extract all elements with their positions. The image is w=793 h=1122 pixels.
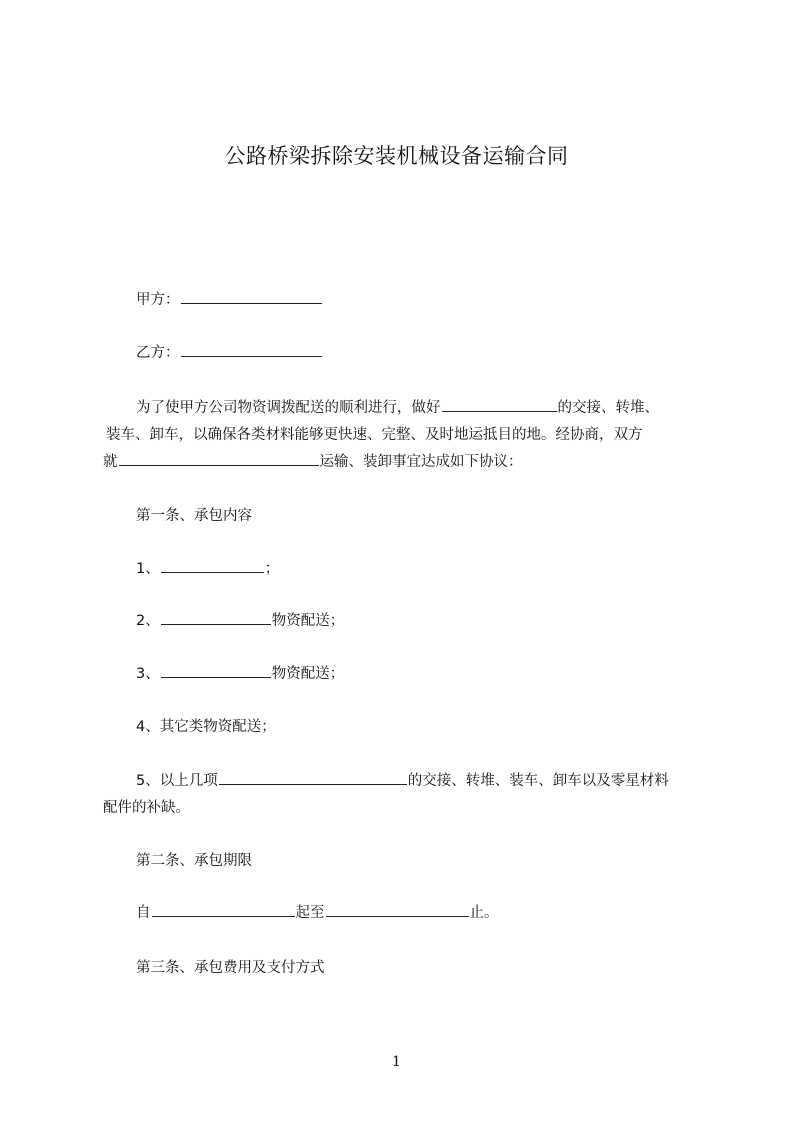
intro-text-4: 就 bbox=[103, 454, 118, 470]
article-1-item-4: 4、其它类物资配送； bbox=[136, 719, 276, 735]
intro-blank-2[interactable] bbox=[119, 449, 319, 466]
article-1-item-3 bbox=[103, 661, 741, 687]
party-a-label: 甲方： bbox=[136, 292, 180, 308]
item-5-blank[interactable] bbox=[219, 768, 407, 785]
item-5-end: 的交接、转堆、装车、卸车以及零星材料 bbox=[407, 773, 669, 789]
item-2-blank[interactable] bbox=[161, 608, 271, 625]
article-1-item-5 bbox=[103, 768, 741, 794]
intro-text-1: 为了使甲方公司物资调拨配送的顺利进行，做好 bbox=[136, 400, 441, 416]
party-b-line bbox=[103, 340, 741, 366]
intro-line-2 bbox=[106, 422, 711, 448]
article-1-heading: 第一条、承包内容 bbox=[136, 508, 252, 524]
party-b-blank[interactable] bbox=[181, 340, 322, 357]
period-to: 起至 bbox=[295, 905, 325, 921]
item-3-end: 物资配送； bbox=[271, 666, 345, 682]
article-2-heading: 第二条、承包期限 bbox=[136, 853, 252, 869]
page-number: 1 bbox=[392, 1054, 401, 1070]
end-date-blank[interactable] bbox=[326, 900, 469, 917]
article-1-item-2 bbox=[103, 608, 741, 634]
item-3-number: 3、 bbox=[136, 666, 160, 682]
item-1-blank[interactable] bbox=[161, 556, 264, 573]
intro-line-3 bbox=[103, 449, 708, 475]
article-1-item-5-cont: 配件的补缺。 bbox=[103, 800, 190, 816]
period-from: 自 bbox=[136, 905, 151, 921]
document-title: 公路桥梁拆除安装机械设备运输合同 bbox=[224, 144, 569, 168]
intro-line-1 bbox=[103, 395, 741, 421]
intro-text-3: 装车、卸车，以确保各类材料能够更快速、完整、及时地运抵目的地。经协商，双方 bbox=[106, 427, 643, 443]
party-a-line bbox=[103, 287, 741, 313]
party-b-label: 乙方： bbox=[136, 345, 180, 361]
item-1-end: ； bbox=[264, 561, 280, 577]
item-3-blank[interactable] bbox=[161, 661, 271, 678]
item-2-number: 2、 bbox=[136, 613, 160, 629]
article-3-heading: 第三条、承包费用及支付方式 bbox=[136, 960, 325, 976]
item-2-end: 物资配送； bbox=[271, 613, 345, 629]
start-date-blank[interactable] bbox=[152, 900, 295, 917]
party-a-blank[interactable] bbox=[181, 287, 322, 304]
article-1-item-1 bbox=[103, 556, 741, 582]
period-end: 止。 bbox=[469, 905, 499, 921]
item-1-number: 1、 bbox=[136, 561, 160, 577]
intro-blank-1[interactable] bbox=[442, 395, 557, 412]
intro-text-5: 运输、装卸事宜达成如下协议： bbox=[319, 454, 523, 470]
intro-text-2: 的交接、转堆、 bbox=[557, 400, 659, 416]
article-2-period bbox=[103, 900, 741, 926]
item-5-start: 5、以上几项 bbox=[136, 773, 218, 789]
